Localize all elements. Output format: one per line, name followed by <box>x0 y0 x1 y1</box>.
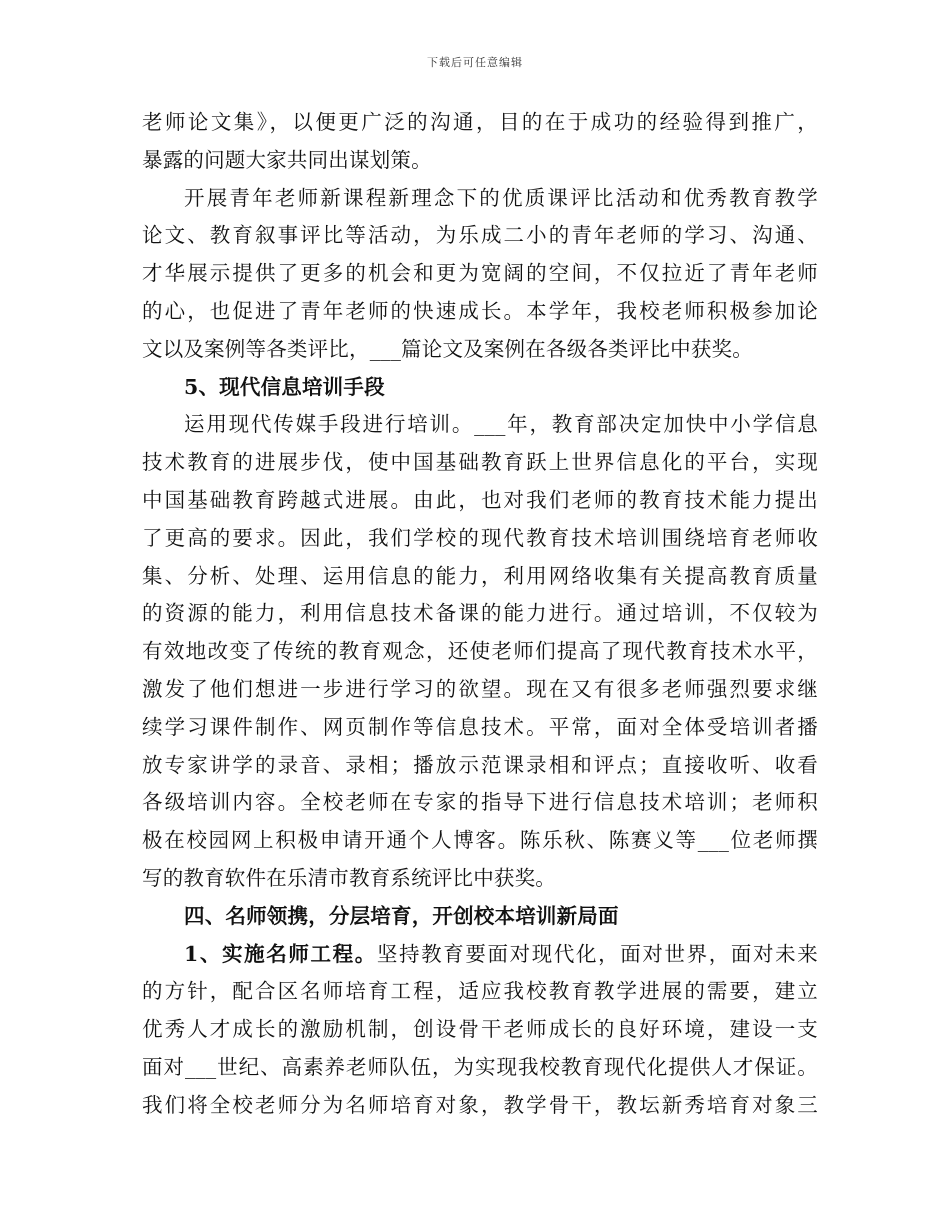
section-heading: 四、名师领携，分层培育，开创校本培训新局面 <box>184 903 619 928</box>
text-line: 极在校园网上积极申请开通个人博客。陈乐秋、陈赛义等___位老师撰 <box>142 828 818 853</box>
text-line: 了更高的要求。因此，我们学校的现代教育技术培训围绕培育老师收 <box>142 525 818 550</box>
text-line: 面对___世纪、高素养老师队伍，为实现我校教育现代化提供人才保证。 <box>142 1054 818 1079</box>
text-line: 写的教育软件在乐清市教育系统评比中获奖。 <box>142 865 556 890</box>
text-line: 有效地改变了传统的教育观念，还使老师们提高了现代教育技术水平， <box>142 639 818 664</box>
subsection-title: 1、实施名师工程。 <box>184 941 377 966</box>
text-line: 中国基础教育跨越式进展。由此，也对我们老师的教育技术能力提出 <box>142 487 818 512</box>
document-body <box>142 104 818 1125</box>
text-line: 老师论文集》，以便更广泛的沟通，目的在于成功的经验得到推广， <box>142 110 818 134</box>
text-line: 运用现代传媒手段进行培训。___年，教育部决定加快中小学信息 <box>184 412 818 437</box>
text-line: 各级培训内容。全校老师在专家的指导下进行信息技术培训；老师积 <box>142 790 818 815</box>
text-line: 集、分析、处理、运用信息的能力，利用网络收集有关提高教育质量 <box>142 563 818 588</box>
text-line: 续学习课件制作、网页制作等信息技术。平常，面对全体受培训者播 <box>142 714 818 739</box>
text-line: 激发了他们想进一步进行学习的欲望。现在又有很多老师强烈要求继 <box>142 676 818 701</box>
text-line: 开展青年老师新课程新理念下的优质课评比活动和优秀教育教学 <box>184 185 818 210</box>
text-line: 的心，也促进了青年老师的快速成长。本学年，我校老师积极参加论 <box>142 298 818 323</box>
page-header-note: 下载后可任意编辑 <box>427 56 523 69</box>
text-line: 暴露的问题大家共同出谋划策。 <box>142 147 432 172</box>
text-line: 论文、教育叙事评比等活动，为乐成二小的青年老师的学习、沟通、 <box>142 223 818 248</box>
text-run: 坚持教育要面对现代化，面对世界，面对未来 <box>376 941 818 966</box>
text-line: 我们将全校老师分为名师培育对象，教学骨干，教坛新秀培育对象三 <box>142 1092 818 1117</box>
text-line: 的方针，配合区名师培育工程，适应我校教育教学进展的需要，建立 <box>142 979 818 1004</box>
text-line: 放专家讲学的录音、录相；播放示范课录相和评点；直接收听、收看 <box>142 752 818 777</box>
text-line: 优秀人才成长的激励机制，创设骨干老师成长的良好环境，建设一支 <box>142 1017 818 1042</box>
text-line: 技术教育的进展步伐，使中国基础教育跃上世界信息化的平台，实现 <box>142 450 818 475</box>
text-line: 文以及案例等各类评比，___篇论文及案例在各级各类评比中获奖。 <box>142 336 753 361</box>
text-line: 的资源的能力，利用信息技术备课的能力进行。通过培训，不仅较为 <box>142 601 818 626</box>
section-heading: 5、现代信息培训手段 <box>184 374 385 399</box>
text-line <box>142 936 818 974</box>
text-line: 才华展示提供了更多的机会和更为宽阔的空间，不仅拉近了青年老师 <box>142 261 818 286</box>
